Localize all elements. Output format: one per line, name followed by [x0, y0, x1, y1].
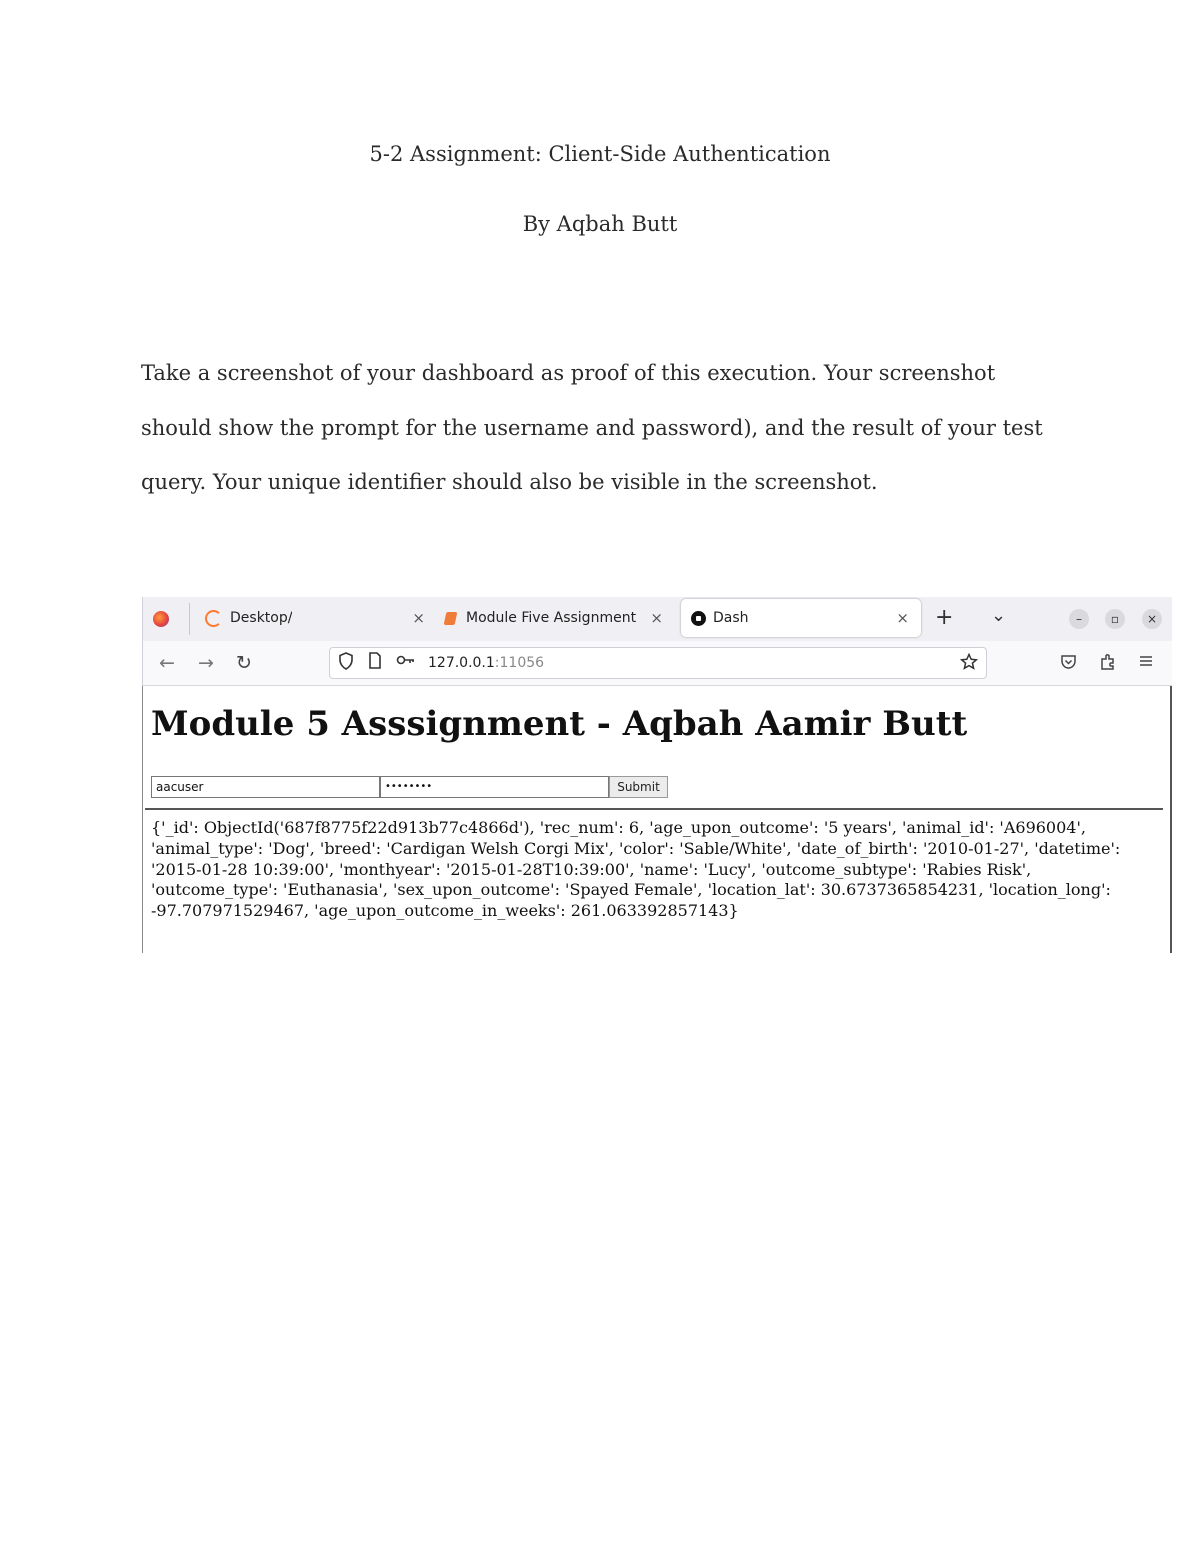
firefox-logo-icon[interactable]: [153, 611, 169, 627]
username-input[interactable]: aacuser: [151, 776, 380, 798]
dash-page: [142, 686, 1172, 953]
tab-close-icon[interactable]: ×: [896, 609, 909, 627]
query-result: {'_id': ObjectId('687f8775f22d913b77c4866d'), 'rec_num': 6, 'age_upon_outcome': '5 years', 'animal_id': 'A696004', 'animal_type': 'Dog', 'breed': 'Cardigan Welsh Corgi Mix', 'color': 'Sable/White', 'date_of_birth': '2010-01-27', 'datetime': '2015-01-28 10:39:00', 'monthyear': '2015-01-28T10:39:00', 'name': 'Lucy', 'outcome_subtype': 'Rabies Risk', 'outcome_type': 'Euthanasia', 'sex_upon_outcome': 'Spayed Female', 'location_lat': 30.6737365854231, 'location_long': -97.707971529467, 'age_upon_outcome_in_weeks': 261.063392857143}: [151, 818, 1126, 921]
tab-separator: [189, 603, 190, 635]
tab-desktop[interactable]: [193, 599, 433, 637]
forward-button[interactable]: →: [198, 652, 214, 674]
extensions-icon[interactable]: [1099, 653, 1117, 675]
url-host: 127.0.0.1: [428, 655, 495, 671]
app-heading: Module 5 Asssignment - Aqbah Aamir Butt: [151, 704, 968, 744]
star-icon[interactable]: [960, 653, 978, 675]
pocket-icon[interactable]: [1060, 654, 1077, 674]
page-icon[interactable]: [368, 652, 382, 673]
document-author: By Aqbah Butt: [522, 212, 678, 236]
url-text[interactable]: [428, 655, 544, 671]
url-bar[interactable]: [329, 647, 987, 679]
close-window-button[interactable]: ×: [1142, 609, 1162, 629]
loading-spinner-icon: [205, 610, 222, 627]
tab-bar: [142, 597, 1172, 641]
shield-icon[interactable]: [338, 652, 354, 674]
module-favicon-icon: [444, 612, 458, 625]
url-port: :11056: [494, 655, 545, 671]
browser-screenshot: [142, 597, 1172, 953]
document-paragraph: Take a screenshot of your dashboard as proof of this execution. Your screenshot should show the prompt for the username and password), and the result of your test query. Your unique identifier should also be visible in the screenshot.: [141, 361, 1043, 494]
password-input[interactable]: ••••••••: [380, 776, 609, 798]
menu-icon[interactable]: [1138, 653, 1154, 673]
tab-list-button[interactable]: ⌄: [991, 605, 1007, 626]
reload-button[interactable]: ↻: [236, 652, 252, 674]
tab-label: Module Five Assignment: [466, 610, 637, 626]
dash-favicon-icon: [691, 611, 706, 626]
new-tab-button[interactable]: +: [935, 605, 954, 630]
navigation-bar: [142, 641, 1172, 686]
tab-close-icon[interactable]: ×: [412, 609, 425, 627]
submit-button[interactable]: Submit: [609, 776, 668, 798]
document-title: 5-2 Assignment: Client-Side Authentication: [369, 142, 831, 166]
tab-module-five[interactable]: [435, 599, 671, 637]
divider: [145, 808, 1163, 810]
minimize-button[interactable]: –: [1069, 609, 1089, 629]
maximize-button[interactable]: ▫: [1105, 609, 1125, 629]
tab-label: Desktop/: [230, 610, 293, 626]
tab-close-icon[interactable]: ×: [650, 609, 663, 627]
back-button[interactable]: ←: [159, 652, 175, 674]
key-icon[interactable]: [396, 652, 416, 671]
tab-dash[interactable]: [681, 599, 921, 637]
tab-label: Dash: [713, 610, 749, 626]
